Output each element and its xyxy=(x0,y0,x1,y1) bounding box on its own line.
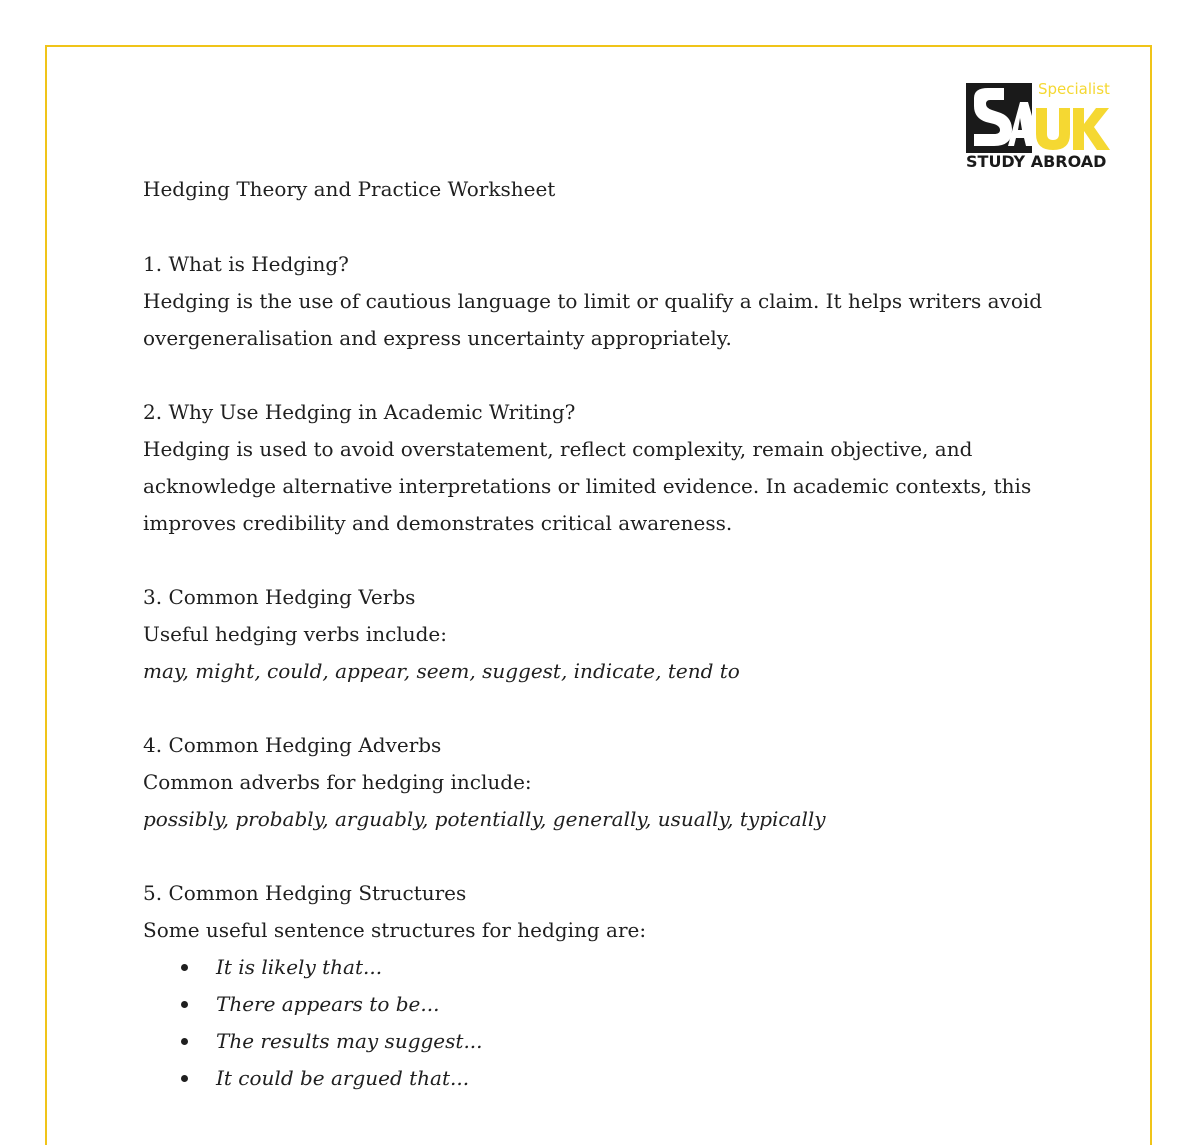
logo-subtitle: STUDY ABROAD xyxy=(966,152,1107,171)
sauk-logo xyxy=(964,80,1114,175)
structure-list xyxy=(143,949,1063,1097)
section-body: Useful hedging verbs include: xyxy=(143,622,448,646)
document-title: Hedging Theory and Practice Worksheet xyxy=(143,177,556,201)
section-what-is-hedging xyxy=(143,246,1063,357)
section-body: Some useful sentence structures for hedging are: xyxy=(143,918,647,942)
list-item-text: The results may suggest... xyxy=(216,1029,483,1053)
section-hedging-adverbs xyxy=(143,727,1063,838)
section-body: Hedging is used to avoid overstatement, reflect complexity, remain objective, and acknowledge alternative interpretations or limited evidence. In academic contexts, this improves credibility and demonstrates critical awareness. xyxy=(143,437,1032,535)
adverb-examples: possibly, probably, arguably, potentially, generally, usually, typically xyxy=(143,807,826,831)
section-body: Hedging is the use of cautious language to limit or qualify a claim. It helps writers avoid overgeneralisation and express uncertainty appropriately. xyxy=(143,289,1043,350)
list-item xyxy=(143,1060,1063,1097)
section-hedging-verbs xyxy=(143,579,1063,690)
logo-tag: Specialist xyxy=(1038,80,1110,98)
section-hedging-structures xyxy=(143,875,1063,1097)
section-why-use-hedging xyxy=(143,394,1063,542)
verb-examples: may, might, could, appear, seem, suggest, indicate, tend to xyxy=(143,659,740,683)
bullet-icon xyxy=(181,1038,188,1045)
worksheet-content xyxy=(143,172,1063,1097)
list-item xyxy=(143,949,1063,986)
bullet-icon xyxy=(181,1075,188,1082)
list-item xyxy=(143,1023,1063,1060)
section-heading: 3. Common Hedging Verbs xyxy=(143,585,416,609)
bullet-icon xyxy=(181,964,188,971)
bullet-icon xyxy=(181,1001,188,1008)
section-heading: 5. Common Hedging Structures xyxy=(143,881,467,905)
section-heading: 2. Why Use Hedging in Academic Writing? xyxy=(143,400,576,424)
list-item-text: It is likely that... xyxy=(216,955,383,979)
section-body: Common adverbs for hedging include: xyxy=(143,770,532,794)
list-item-text: There appears to be... xyxy=(216,992,440,1016)
list-item xyxy=(143,986,1063,1023)
section-heading: 1. What is Hedging? xyxy=(143,252,349,276)
section-heading: 4. Common Hedging Adverbs xyxy=(143,733,442,757)
list-item-text: It could be argued that... xyxy=(216,1066,470,1090)
